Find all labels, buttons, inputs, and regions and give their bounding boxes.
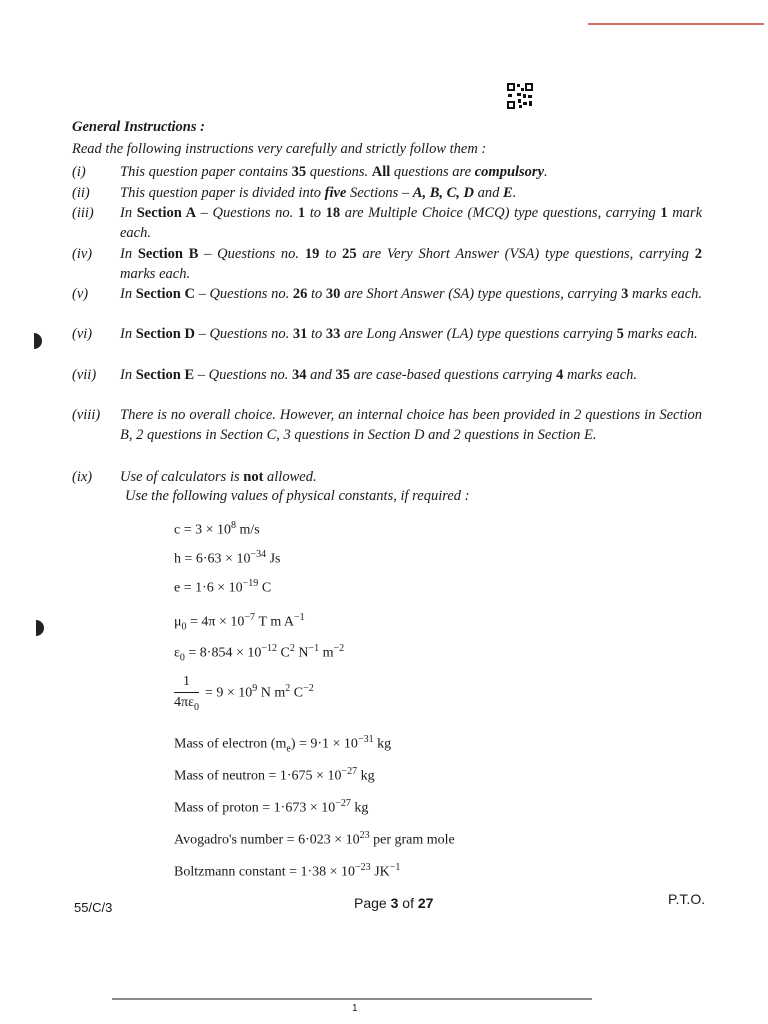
qr-code-icon [506,82,534,110]
punch-hole-mark [36,620,44,636]
instruction-item: (v) In Section C – Questions no. 26 to 30 are Short Answer (SA) type questions, carrying 3 marks each. [72,286,703,302]
constant-speed-of-light: $c = 3 \times 10^8$ m/s [174,520,260,538]
bottom-mark: 1 [352,1003,358,1014]
punch-hole-mark [34,333,42,349]
instruction-item: (iv) In Section B – Questions no. 19 to 25 are Very Short Answer (VSA) type questions, carrying 2 marks each. [72,246,703,282]
constant-neutron-mass: Mass of neutron = $1\cdot 675 \times 10^{-27}$ kg [174,766,375,784]
constant-avogadro: Avogadro's number = $6\cdot 023 \times 10^{23}$ per gram mole [174,830,455,848]
instruction-number: (ii) [72,185,90,201]
instructions-intro: Read the following instructions very carefully and strictly follow them : [72,141,487,157]
constant-boltzmann: Boltzmann constant = $1\cdot 38 \times 10^{-23}$ $JK^{-1}$ [174,862,401,880]
constant-permittivity: $\varepsilon_0 = 8\cdot 854 \times 10^{-12}$ $C^2$ $N^{-1}$ $m^{-2}$ [174,643,345,664]
instruction-number: (iv) [72,246,93,262]
instructions-heading: General Instructions : [72,119,205,135]
constants-intro: Use the following values of physical constants, if required : [125,488,470,504]
paper-code: 55/C/3 [74,900,113,915]
instruction-number: (vi) [72,326,93,342]
instruction-item: (vi) In Section D – Questions no. 31 to 33 are Long Answer (LA) type questions carrying 5 marks each. [72,326,698,342]
instruction-item: (vii) In Section E – Questions no. 34 and 35 are case-based questions carrying 4 marks each. [72,367,638,383]
constant-electron-mass: Mass of electron $(m_e) = 9\cdot 1 \times 10^{-31}$ kg [174,734,392,755]
pto-label: P.T.O. [668,891,706,907]
instruction-item: (iii) In Section A – Questions no. 1 to 18 are Multiple Choice (MCQ) type questions, carrying 1 mark each. [72,205,703,241]
instruction-item: (ii) This question paper is divided into five Sections – A, B, C, D and E. [72,185,517,201]
constant-planck: $h = 6\cdot 63 \times 10^{-34}$ Js [174,549,281,567]
constant-electron-charge: $e = 1\cdot 6 \times 10^{-19}$ C [174,578,272,596]
constant-coulomb: $\frac{1}{4\pi\varepsilon_0}$ = $9 \times 10^9$ N $m^2$ $C^{-2}$ [174,674,314,713]
instruction-item: (viii) There is no overall choice. However, an internal choice has been provided in 2 questions in Section B, 2 questions in Section C, 3 questions in Section D and 2 questions in Section E. [72,407,702,443]
page-number: Page 3 of 27 [354,895,434,911]
fraction: $\frac{1}{4\pi\varepsilon_0}$ [174,674,199,713]
instruction-number: (v) [72,286,89,302]
top-rule [588,23,764,25]
instruction-item: (ix) Use of calculators is not allowed. [72,469,317,485]
instruction-number: (iii) [72,205,94,221]
bottom-rule [112,998,592,1000]
instruction-item: (i) This question paper contains 35 questions. All questions are compulsory. [72,164,548,180]
constant-proton-mass: Mass of proton = $1\cdot 673 \times 10^{-27}$ kg [174,798,369,816]
instruction-number: (i) [72,164,86,180]
instruction-number: (vii) [72,367,97,383]
instruction-number: (viii) [72,407,101,423]
constant-permeability: $\mu_0 = 4\pi \times 10^{-7}$ T m $A^{-1}$ [174,612,305,633]
instruction-number: (ix) [72,469,93,485]
